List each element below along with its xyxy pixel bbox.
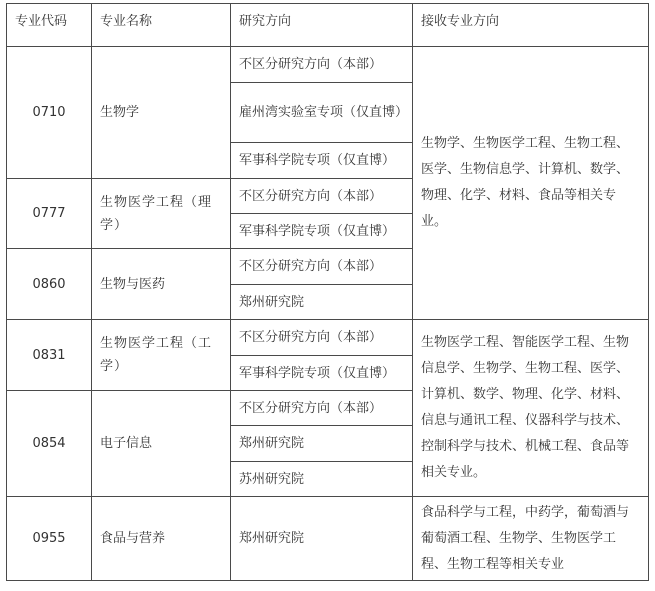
header-accept: 接收专业方向 <box>413 4 649 47</box>
header-code: 专业代码 <box>7 4 92 47</box>
direction-cell: 军事科学院专项（仅直博） <box>231 143 413 179</box>
direction-cell: 不区分研究方向（本部） <box>231 320 413 356</box>
direction-cell: 郑州研究院 <box>231 497 413 581</box>
direction-cell: 不区分研究方向（本部） <box>231 47 413 83</box>
table-row <box>7 47 649 83</box>
header-row <box>7 4 649 47</box>
direction-cell: 苏州研究院 <box>231 462 413 497</box>
direction-cell: 郑州研究院 <box>231 285 413 320</box>
major-name: 食品与营养 <box>92 497 231 581</box>
direction-cell: 军事科学院专项（仅直博） <box>231 214 413 249</box>
majors-table <box>6 3 649 581</box>
direction-cell: 郑州研究院 <box>231 426 413 462</box>
accept-cell: 生物学、生物医学工程、生物工程、医学、生物信息学、计算机、数学、物理、化学、材料、食品等相关专业。 <box>413 47 649 320</box>
major-name: 生物学 <box>92 47 231 179</box>
header-name: 专业名称 <box>92 4 231 47</box>
major-code: 0710 <box>7 47 92 179</box>
direction-cell: 雇州湾实验室专项（仅直博） <box>231 83 413 143</box>
direction-cell: 军事科学院专项（仅直博） <box>231 356 413 391</box>
accept-cell: 食品科学与工程，中药学，葡萄酒与葡萄酒工程、生物学、生物医学工程、生物工程等相关专业 <box>413 497 649 581</box>
major-code: 0860 <box>7 249 92 320</box>
direction-cell: 不区分研究方向（本部） <box>231 179 413 214</box>
major-code: 0831 <box>7 320 92 391</box>
direction-cell: 不区分研究方向（本部） <box>231 391 413 426</box>
table-row <box>7 497 649 581</box>
direction-cell: 不区分研究方向（本部） <box>231 249 413 285</box>
table-row <box>7 320 649 356</box>
major-code: 0854 <box>7 391 92 497</box>
major-name: 电子信息 <box>92 391 231 497</box>
major-code: 0777 <box>7 179 92 249</box>
major-name: 生物与医药 <box>92 249 231 320</box>
major-code: 0955 <box>7 497 92 581</box>
header-direction: 研究方向 <box>231 4 413 47</box>
accept-cell: 生物医学工程、智能医学工程、生物信息学、生物学、生物工程、医学、计算机、数学、物理、化学、材料、信息与通讯工程、仪器科学与技术、控制科学与技术、机械工程、食品等相关专业。 <box>413 320 649 497</box>
major-name: 生物医学工程（理学） <box>92 179 231 249</box>
major-name: 生物医学工程（工学） <box>92 320 231 391</box>
